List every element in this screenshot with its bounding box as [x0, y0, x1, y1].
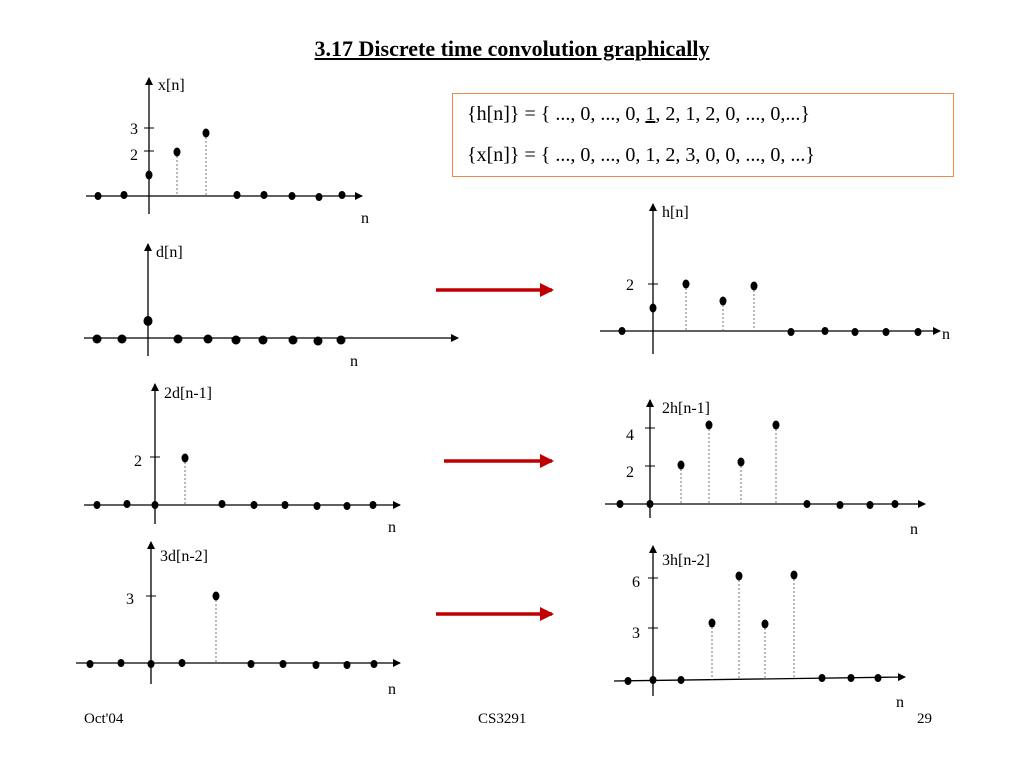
- 3d-sample-2: [213, 592, 220, 601]
- 2h-plot-tick-4: 4: [626, 427, 634, 444]
- 3d-zero-sample: [344, 661, 351, 669]
- h-zero-sample: [915, 328, 922, 336]
- 2h-zero-sample: [647, 500, 654, 508]
- h-zero-sample: [883, 328, 890, 336]
- h-plot-n-label: n: [942, 326, 950, 343]
- d-zero-sample: [259, 336, 268, 345]
- 3h-sample-4: [762, 620, 769, 629]
- 2h-sample-3: [738, 458, 745, 467]
- 3d-plot-n-label: n: [388, 681, 396, 698]
- 2d-plot-label: 2d[n-1]: [164, 385, 212, 402]
- 2h-zero-sample: [804, 500, 811, 508]
- h-sample-0: [650, 304, 657, 313]
- 3h-plot-tick-6: 6: [632, 574, 640, 591]
- x-plot-tick-2: 2: [130, 147, 138, 164]
- d-zero-sample: [314, 337, 323, 346]
- h-definition-prefix: {h[n]} = { ..., 0, ..., 0,: [467, 103, 646, 125]
- h-zero-sample: [619, 327, 626, 335]
- d-zero-sample: [232, 336, 241, 345]
- x-plot-label: x[n]: [158, 77, 185, 94]
- 3d-zero-sample: [313, 661, 320, 669]
- 2h-zero-sample: [867, 501, 874, 509]
- slide-title: 3.17 Discrete time convolution graphically: [314, 36, 710, 61]
- 2d-sample-1: [182, 454, 189, 463]
- 2h-zero-sample: [892, 500, 899, 508]
- plot-3d: [76, 542, 400, 698]
- 2h-sample-2: [706, 421, 713, 430]
- x-sample-2: [203, 129, 210, 138]
- 3d-zero-sample: [248, 660, 255, 668]
- 3d-plot-label: 3d[n-2]: [160, 548, 208, 565]
- x-zero-sample: [234, 191, 241, 199]
- h-plot-tick-2: 2: [626, 277, 634, 294]
- 3d-zero-sample: [148, 660, 155, 668]
- 3d-zero-sample: [371, 660, 378, 668]
- 2d-zero-sample: [344, 502, 351, 510]
- x-plot-n-label: n: [361, 210, 369, 227]
- 3d-zero-sample: [280, 660, 287, 668]
- plot-x: [86, 77, 369, 227]
- h-sample-3: [751, 282, 758, 291]
- plot-2h: [605, 400, 925, 538]
- h-definition-suffix: , 2, 1, 2, 0, ..., 0,...}: [655, 103, 811, 125]
- 2d-zero-sample: [152, 501, 159, 509]
- d-sample-0: [144, 316, 153, 326]
- h-definition-origin-marker: 1: [645, 103, 656, 125]
- 2d-zero-sample: [282, 501, 289, 509]
- x-zero-sample: [316, 193, 323, 201]
- 3h-plot-horizontal-axis: [614, 677, 905, 681]
- footer-page-number: 29: [917, 711, 932, 727]
- x-definition: {x[n]} = { ..., 0, ..., 0, 1, 2, 3, 0, 0, ..., 0, ...}: [467, 144, 815, 166]
- 3d-plot-tick-3: 3: [126, 591, 134, 608]
- 2d-zero-sample: [124, 500, 131, 508]
- h-zero-sample: [852, 328, 859, 336]
- 3h-zero-sample: [875, 674, 882, 682]
- footer-course: CS3291: [478, 711, 527, 727]
- 2d-zero-sample: [314, 502, 321, 510]
- 3d-zero-sample: [179, 659, 186, 667]
- 2h-sample-1: [678, 461, 685, 470]
- x-zero-sample: [289, 192, 296, 200]
- 2d-zero-sample: [219, 500, 226, 508]
- footer-date: Oct'04: [84, 711, 124, 727]
- h-zero-sample: [822, 327, 829, 335]
- x-plot-tick-3: 3: [130, 121, 138, 138]
- d-plot-n-label: n: [350, 353, 358, 370]
- 3h-sample-3: [736, 572, 743, 581]
- h-zero-sample: [788, 328, 795, 336]
- d-zero-sample: [118, 335, 127, 344]
- x-zero-sample: [121, 191, 128, 199]
- plot-2d: [84, 384, 400, 536]
- h-sample-2: [720, 297, 727, 306]
- plot-d: [84, 244, 458, 370]
- h-plot-label: h[n]: [662, 204, 689, 221]
- 3h-sample-5: [791, 571, 798, 580]
- 2d-plot-tick-2: 2: [134, 453, 142, 470]
- 3h-plot-tick-3: 3: [632, 625, 640, 642]
- 2d-plot-n-label: n: [388, 519, 396, 536]
- 2h-plot-n-label: n: [910, 521, 918, 538]
- x-zero-sample: [261, 191, 268, 199]
- 3h-sample-2: [709, 619, 716, 628]
- x-zero-sample: [95, 192, 102, 200]
- d-zero-sample: [289, 336, 298, 345]
- 2h-zero-sample: [617, 500, 624, 508]
- 2h-plot-tick-2: 2: [626, 464, 634, 481]
- d-zero-sample: [174, 335, 183, 344]
- d-zero-sample: [337, 336, 346, 345]
- plot-h: [600, 204, 950, 354]
- 3h-plot-n-label: n: [896, 694, 904, 711]
- 2d-zero-sample: [251, 501, 258, 509]
- d-zero-sample: [93, 335, 102, 344]
- 3h-zero-sample: [848, 674, 855, 682]
- 3d-zero-sample: [87, 660, 94, 668]
- 3h-plot-label: 3h[n-2]: [662, 552, 710, 569]
- 2h-plot-label: 2h[n-1]: [662, 400, 710, 417]
- 3h-zero-sample: [819, 674, 826, 682]
- d-zero-sample: [204, 335, 213, 344]
- d-plot-label: d[n]: [156, 244, 183, 261]
- x-zero-sample: [339, 191, 346, 199]
- 3h-zero-sample: [650, 676, 657, 684]
- plot-3h: [614, 546, 905, 711]
- 2h-sample-4: [773, 421, 780, 430]
- x-sample-1: [174, 148, 181, 157]
- 2d-zero-sample: [94, 501, 101, 509]
- h-sample-1: [683, 280, 690, 289]
- 2h-zero-sample: [837, 501, 844, 509]
- 2d-zero-sample: [370, 501, 377, 509]
- x-sample-0: [146, 171, 153, 180]
- 3h-zero-sample: [678, 676, 685, 684]
- 3h-zero-sample: [625, 677, 632, 685]
- 3d-zero-sample: [118, 659, 125, 667]
